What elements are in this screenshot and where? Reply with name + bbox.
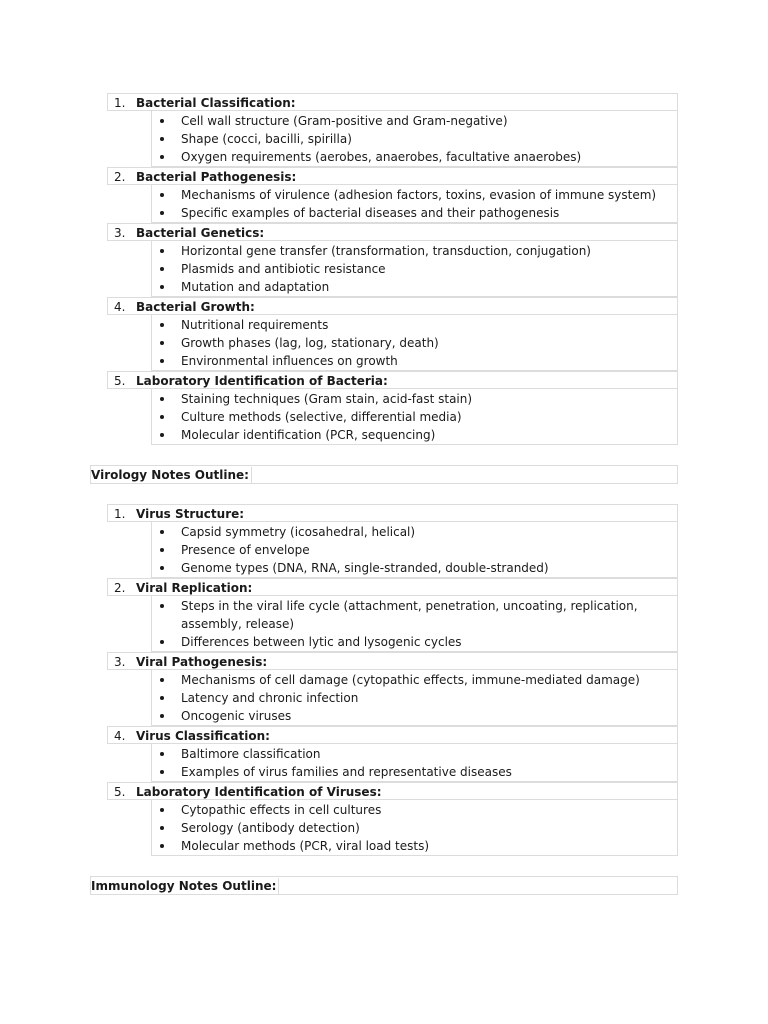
list-item-text: Molecular methods (PCR, viral load tests)	[181, 839, 430, 853]
section-row	[107, 504, 678, 522]
section-title: Bacterial Genetics:	[136, 226, 265, 240]
section-number: 1.	[114, 507, 126, 521]
list-item-text: Oncogenic viruses	[181, 709, 292, 723]
section-number: 2.	[114, 170, 126, 184]
list-item	[152, 671, 677, 689]
bullet-list	[151, 744, 678, 782]
section-row	[107, 297, 678, 315]
bullet-icon	[160, 433, 164, 437]
list-item	[152, 801, 677, 819]
bullet-icon	[160, 211, 164, 215]
bullet-list	[151, 389, 678, 445]
section-title: Laboratory Identification of Viruses:	[136, 785, 382, 799]
list-item-text: Cell wall structure (Gram-positive and Gram-negative)	[181, 114, 508, 128]
section-row	[107, 93, 678, 111]
virology-heading-box	[90, 465, 678, 484]
bacteriology-outline	[107, 93, 678, 445]
bullet-icon	[160, 137, 164, 141]
bullet-icon	[160, 696, 164, 700]
list-item-text: Latency and chronic infection	[181, 691, 359, 705]
section-number: 1.	[114, 96, 126, 110]
bullet-icon	[160, 359, 164, 363]
section-number: 4.	[114, 729, 126, 743]
list-item-text: Differences between lytic and lysogenic cycles	[181, 635, 462, 649]
section-title: Bacterial Growth:	[136, 300, 255, 314]
list-item-text: Specific examples of bacterial diseases and their pathogenesis	[181, 206, 560, 220]
list-item	[152, 745, 677, 763]
bullet-list	[151, 241, 678, 297]
list-item	[152, 523, 677, 541]
bullet-icon	[160, 267, 164, 271]
section-title: Virus Classification:	[136, 729, 270, 743]
list-item	[152, 390, 677, 408]
list-item	[152, 689, 677, 707]
list-item-text: Mechanisms of virulence (adhesion factors, toxins, evasion of immune system)	[181, 188, 657, 202]
bullet-list	[151, 315, 678, 371]
section-row	[107, 726, 678, 744]
bullet-icon	[160, 341, 164, 345]
list-item	[152, 633, 677, 651]
list-item-text: Growth phases (lag, log, stationary, death)	[181, 336, 439, 350]
list-item-text: Examples of virus families and representative diseases	[181, 765, 512, 779]
bullet-icon	[160, 548, 164, 552]
list-item	[152, 112, 677, 130]
section-row	[107, 371, 678, 389]
bullet-icon	[160, 193, 164, 197]
list-item	[152, 597, 677, 633]
list-item-text: Capsid symmetry (icosahedral, helical)	[181, 525, 416, 539]
list-item	[152, 186, 677, 204]
section-number: 4.	[114, 300, 126, 314]
list-item-text: Horizontal gene transfer (transformation, transduction, conjugation)	[181, 244, 591, 258]
list-item	[152, 763, 677, 781]
list-item-text: Presence of envelope	[181, 543, 310, 557]
section-title: Virus Structure:	[136, 507, 245, 521]
section-number: 5.	[114, 374, 126, 388]
bullet-list	[151, 670, 678, 726]
section-number: 3.	[114, 655, 126, 669]
section-row	[107, 782, 678, 800]
bullet-list	[151, 596, 678, 652]
virology-heading: Virology Notes Outline:	[91, 467, 252, 484]
bullet-icon	[160, 844, 164, 848]
bullet-icon	[160, 119, 164, 123]
list-item-text: Genome types (DNA, RNA, single-stranded, double-stranded)	[181, 561, 549, 575]
list-item-text: Mechanisms of cell damage (cytopathic effects, immune-mediated damage)	[181, 673, 640, 687]
list-item	[152, 242, 677, 260]
section-row	[107, 652, 678, 670]
bullet-list	[151, 800, 678, 856]
section-title: Bacterial Pathogenesis:	[136, 170, 297, 184]
section-number: 2.	[114, 581, 126, 595]
list-item-text: Serology (antibody detection)	[181, 821, 360, 835]
list-item	[152, 278, 677, 296]
list-item	[152, 352, 677, 370]
section-title: Viral Replication:	[136, 581, 253, 595]
immunology-heading: Immunology Notes Outline:	[91, 878, 279, 895]
list-item-text: Culture methods (selective, differential media)	[181, 410, 462, 424]
list-item-text: Oxygen requirements (aerobes, anaerobes, facultative anaerobes)	[181, 150, 582, 164]
section-row	[107, 167, 678, 185]
bullet-icon	[160, 415, 164, 419]
section-number: 3.	[114, 226, 126, 240]
list-item	[152, 260, 677, 278]
immunology-heading-box	[90, 876, 678, 895]
list-item-text: Shape (cocci, bacilli, spirilla)	[181, 132, 352, 146]
list-item	[152, 819, 677, 837]
bullet-icon	[160, 714, 164, 718]
bullet-icon	[160, 155, 164, 159]
list-item	[152, 334, 677, 352]
list-item	[152, 408, 677, 426]
bullet-icon	[160, 808, 164, 812]
section-title: Laboratory Identification of Bacteria:	[136, 374, 388, 388]
list-item-text: Baltimore classification	[181, 747, 321, 761]
list-item	[152, 837, 677, 855]
bullet-icon	[160, 678, 164, 682]
list-item	[152, 130, 677, 148]
section-number: 5.	[114, 785, 126, 799]
list-item-text: Environmental influences on growth	[181, 354, 398, 368]
list-item	[152, 204, 677, 222]
bullet-icon	[160, 249, 164, 253]
list-item	[152, 316, 677, 334]
list-item	[152, 148, 677, 166]
section-row	[107, 578, 678, 596]
bullet-list	[151, 522, 678, 578]
bullet-icon	[160, 530, 164, 534]
bullet-icon	[160, 285, 164, 289]
list-item-text: Cytopathic effects in cell cultures	[181, 803, 382, 817]
bullet-icon	[160, 397, 164, 401]
bullet-list	[151, 185, 678, 223]
list-item-text: Molecular identification (PCR, sequencing)	[181, 428, 436, 442]
bullet-icon	[160, 752, 164, 756]
virology-outline	[107, 504, 678, 856]
list-item	[152, 426, 677, 444]
bullet-icon	[160, 566, 164, 570]
bullet-icon	[160, 770, 164, 774]
bullet-icon	[160, 323, 164, 327]
list-item-text: Nutritional requirements	[181, 318, 329, 332]
list-item-text: Mutation and adaptation	[181, 280, 330, 294]
section-title: Viral Pathogenesis:	[136, 655, 268, 669]
list-item-text: Steps in the viral life cycle (attachment, penetration, uncoating, replication, assembly, release)	[181, 599, 638, 631]
list-item-text: Plasmids and antibiotic resistance	[181, 262, 386, 276]
section-row	[107, 223, 678, 241]
list-item	[152, 707, 677, 725]
bullet-icon	[160, 640, 164, 644]
list-item	[152, 541, 677, 559]
list-item	[152, 559, 677, 577]
bullet-icon	[160, 826, 164, 830]
list-item-text: Staining techniques (Gram stain, acid-fast stain)	[181, 392, 473, 406]
bullet-icon	[160, 604, 164, 608]
section-title: Bacterial Classification:	[136, 96, 296, 110]
bullet-list	[151, 111, 678, 167]
